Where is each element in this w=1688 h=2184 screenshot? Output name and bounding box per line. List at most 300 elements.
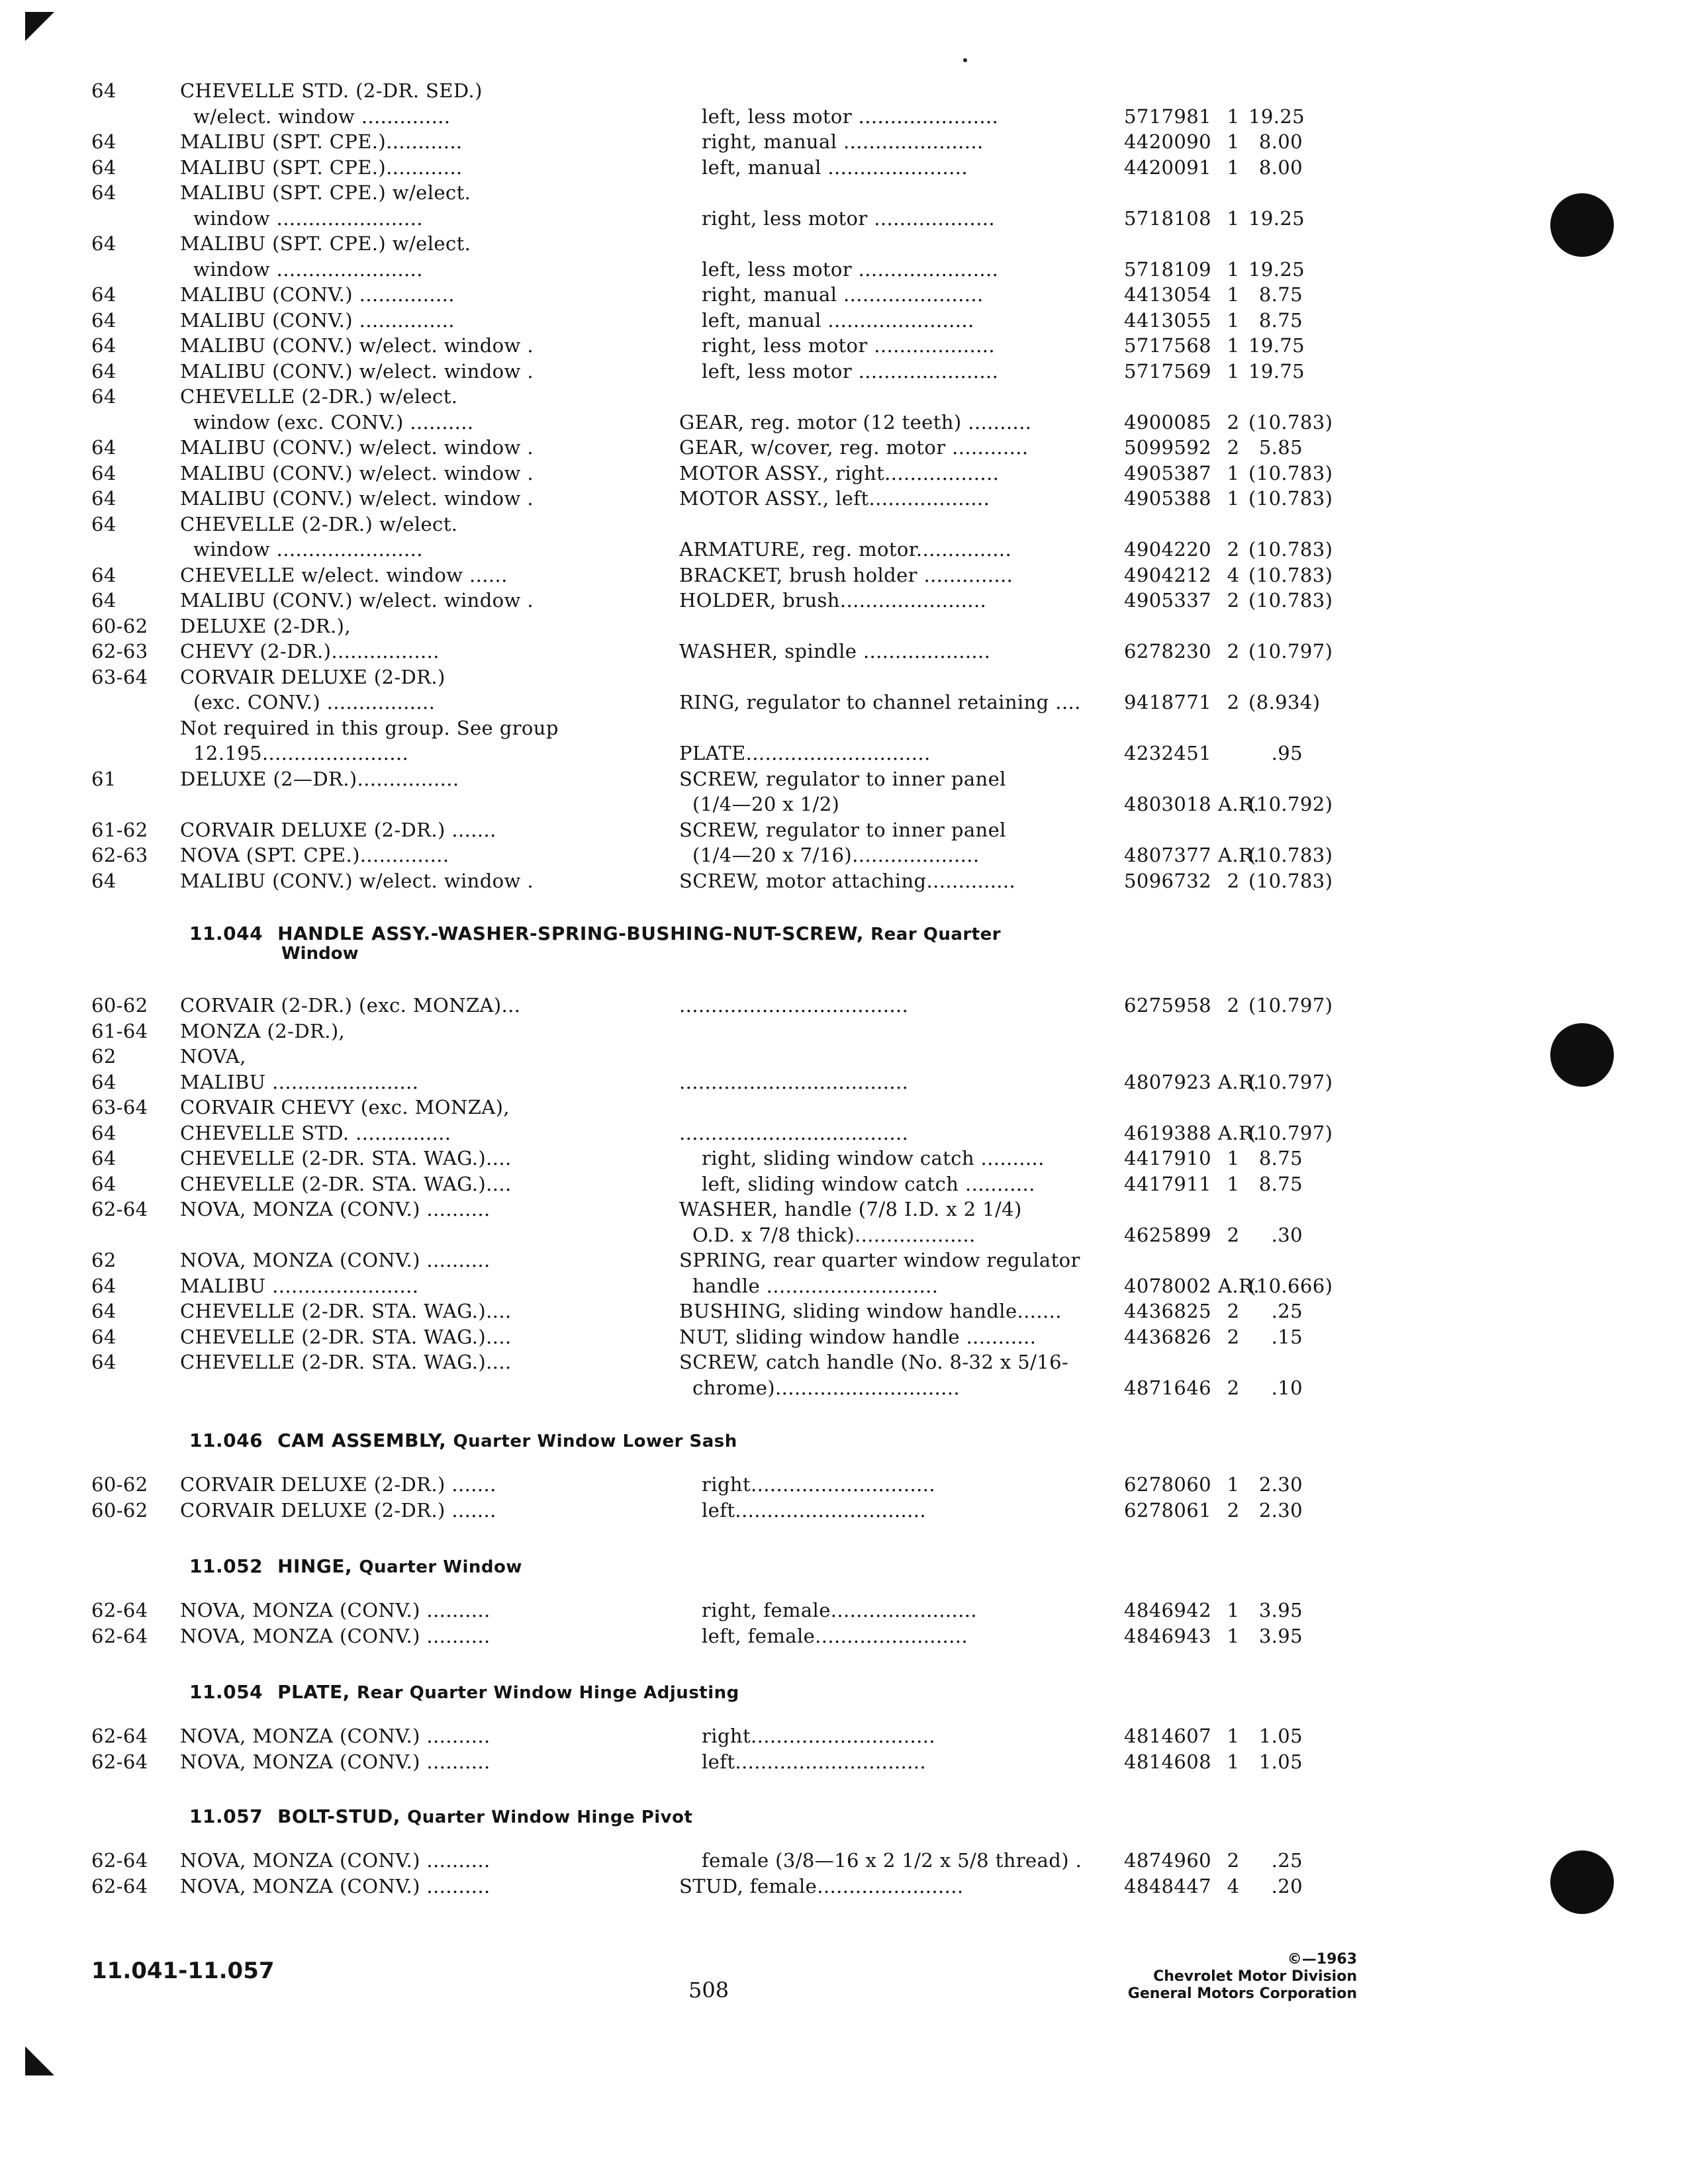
part-number-cell (1124, 1326, 1218, 1348)
year-cell (91, 462, 180, 484)
price-cell (1248, 1377, 1303, 1399)
quantity-cell-text: 2 (1227, 1325, 1240, 1348)
year-cell (91, 1096, 180, 1118)
description-cell (679, 411, 1124, 433)
quantity-cell-text: 2 (1227, 691, 1240, 713)
year-cell-text: 64 (91, 1325, 117, 1348)
table-row (91, 1198, 1303, 1224)
quantity-cell-text: A.R. (1218, 1070, 1260, 1093)
description-cell (679, 207, 1124, 230)
binder-punch-hole (1550, 193, 1614, 257)
part-number-cell (1124, 207, 1218, 230)
price-cell (1248, 793, 1333, 815)
section-heading-11-052 (189, 1555, 522, 1577)
description-cell-text: .................................... (679, 1070, 909, 1093)
year-cell-text: 62-64 (91, 1849, 148, 1872)
part-number-cell-text: 9418771 (1124, 691, 1211, 713)
price-cell (1248, 1751, 1303, 1773)
quantity-cell-text: 1 (1227, 156, 1240, 179)
quantity-cell-text: 1 (1227, 1725, 1240, 1747)
part-number-cell (1124, 258, 1218, 281)
price-cell (1248, 640, 1333, 662)
part-number-cell-text: 5718109 (1124, 257, 1211, 281)
description-cell-text: WASHER, handle (7/8 I.D. x 2 1/4) (679, 1198, 1022, 1220)
quantity-cell-text: 1 (1227, 257, 1240, 281)
year-cell-text: 62-64 (91, 1750, 148, 1773)
quantity-cell-text: 4 (1227, 1874, 1240, 1897)
price-cell-text: (10.783) (1248, 487, 1333, 510)
year-cell-text: 64 (91, 589, 117, 612)
model-cell (180, 1599, 679, 1621)
model-cell (180, 589, 679, 612)
quantity-cell-text: 1 (1227, 308, 1240, 332)
model-cell (180, 1473, 679, 1496)
quantity-cell-text: 1 (1227, 359, 1240, 383)
year-cell (91, 1599, 180, 1621)
model-cell (180, 844, 679, 866)
description-cell (679, 1751, 1124, 1773)
part-number-cell-text: 4417911 (1124, 1172, 1211, 1195)
model-cell-text: MALIBU ....................... (180, 1274, 419, 1297)
table-row (91, 156, 1303, 182)
price-cell-text: 8.75 (1258, 1147, 1303, 1169)
model-cell (180, 1300, 679, 1322)
price-cell-text: 2.30 (1258, 1498, 1303, 1522)
table-row (91, 691, 1321, 717)
table-row (91, 105, 1303, 131)
part-number-cell-text: 4078002 (1124, 1274, 1211, 1297)
model-cell-text: MALIBU (CONV.) w/elect. window . (180, 436, 534, 459)
price-cell (1248, 994, 1333, 1017)
description-cell (679, 1725, 1124, 1747)
part-number-cell (1124, 411, 1218, 433)
price-cell-text: 8.75 (1258, 308, 1303, 332)
corner-registration-mark-top (25, 12, 54, 41)
quantity-cell-text: 1 (1227, 487, 1240, 510)
parts-table-11-046 (91, 1473, 1303, 1524)
year-cell (91, 283, 180, 306)
price-cell (1248, 436, 1303, 459)
quantity-cell (1218, 1725, 1248, 1747)
section-subtitle: Rear Quarter (870, 925, 1002, 944)
price-cell-text: .15 (1271, 1325, 1303, 1348)
year-cell-text: 62-64 (91, 1624, 148, 1647)
quantity-cell (1218, 1875, 1248, 1897)
description-cell (679, 1275, 1124, 1297)
year-cell-text: 62-64 (91, 1599, 148, 1621)
description-cell (679, 1122, 1124, 1144)
model-cell-text: CHEVELLE (2-DR. STA. WAG.).... (180, 1325, 512, 1348)
model-cell (180, 334, 679, 357)
table-row (91, 1249, 1303, 1275)
year-cell (91, 156, 180, 179)
price-cell (1248, 1625, 1303, 1647)
price-cell-text: (10.797) (1248, 1121, 1333, 1144)
table-row (91, 436, 1303, 462)
price-cell-text: .30 (1271, 1223, 1303, 1246)
quantity-cell (1218, 309, 1248, 332)
table-row (91, 79, 1303, 105)
part-number-cell-text: 4905387 (1124, 461, 1211, 484)
price-cell (1248, 1725, 1303, 1747)
quantity-cell (1218, 334, 1248, 357)
part-number-cell-text: 4905388 (1124, 487, 1211, 510)
section-subtitle: Rear Quarter Window Hinge Adjusting (357, 1683, 739, 1703)
quantity-cell-text: A.R. (1218, 1121, 1260, 1144)
year-cell (91, 1351, 180, 1373)
table-row (91, 1121, 1333, 1148)
year-cell-text: 64 (91, 461, 117, 484)
quantity-cell (1218, 589, 1248, 612)
description-cell (679, 589, 1124, 612)
price-cell-text: 1.05 (1258, 1750, 1303, 1773)
quantity-cell-text: 2 (1227, 1223, 1240, 1246)
price-cell-text: 8.75 (1258, 283, 1303, 306)
price-cell (1248, 334, 1303, 357)
model-cell (180, 870, 679, 892)
price-cell (1248, 410, 1333, 433)
part-number-cell (1124, 1875, 1218, 1897)
part-number-cell-text: 4417910 (1124, 1147, 1211, 1169)
price-cell-text: (10.783) (1248, 410, 1333, 433)
price-cell-text: 8.00 (1258, 130, 1303, 153)
part-number-cell-text: 4619388 (1124, 1121, 1211, 1144)
year-cell (91, 436, 180, 459)
quantity-cell (1218, 1326, 1248, 1348)
price-cell-text: .20 (1271, 1874, 1303, 1897)
quantity-cell-text: 1 (1227, 1750, 1240, 1773)
table-row (91, 1300, 1303, 1326)
model-cell-text: (exc. CONV.) ................. (193, 691, 436, 713)
model-cell (180, 462, 679, 484)
table-row (91, 793, 1333, 819)
table-row (91, 461, 1333, 488)
part-number-cell (1124, 1625, 1218, 1647)
description-cell-text: MOTOR ASSY., right.................. (679, 461, 1000, 484)
quantity-cell-text: 1 (1227, 1147, 1240, 1169)
quantity-cell-text: 1 (1227, 334, 1240, 357)
model-cell (180, 436, 679, 459)
description-cell-text: (1/4—20 x 1/2) (692, 793, 840, 815)
table-row (91, 1351, 1303, 1377)
part-number-cell-text: 4803018 (1124, 793, 1211, 815)
price-cell-text: (10.783) (1248, 589, 1333, 612)
year-cell-text: 62-64 (91, 1725, 148, 1747)
price-cell-text: (10.666) (1248, 1274, 1333, 1297)
description-cell (679, 1351, 1124, 1373)
quantity-cell (1218, 258, 1248, 281)
year-cell (91, 360, 180, 383)
model-cell-text: CHEVELLE (2-DR. STA. WAG.).... (180, 1172, 512, 1195)
model-cell-text: CHEVELLE STD. ............... (180, 1121, 451, 1144)
year-cell-text: 63-64 (91, 1096, 148, 1118)
model-cell (180, 564, 679, 586)
model-cell (180, 819, 679, 841)
model-cell (180, 487, 679, 510)
part-number-cell-text: 4436825 (1124, 1300, 1211, 1322)
model-cell-text: window ....................... (193, 206, 423, 230)
table-row (91, 1473, 1303, 1499)
description-cell (679, 1249, 1124, 1271)
price-cell (1248, 1274, 1333, 1297)
model-cell-text: MALIBU (SPT. CPE.) w/elect. (180, 232, 471, 255)
model-cell-text: MALIBU (CONV.) w/elect. window . (180, 359, 534, 383)
model-cell (180, 615, 679, 637)
model-cell (180, 994, 679, 1017)
description-cell (679, 819, 1124, 841)
year-cell (91, 385, 180, 408)
copyright-notice: ©—1963 (1287, 1951, 1357, 1968)
price-cell (1248, 1224, 1303, 1246)
part-number-cell (1124, 1377, 1218, 1399)
part-number-cell-text: 6278230 (1124, 640, 1211, 662)
year-cell (91, 564, 180, 586)
part-number-cell-text: 4625899 (1124, 1223, 1211, 1246)
quantity-cell (1218, 691, 1248, 713)
table-row (91, 563, 1333, 590)
year-cell (91, 1326, 180, 1348)
part-number-cell-text: 4436826 (1124, 1325, 1211, 1348)
year-cell (91, 130, 180, 153)
quantity-cell-text: A.R. (1218, 793, 1260, 815)
year-cell (91, 589, 180, 612)
price-cell (1248, 461, 1333, 484)
price-cell-text: 1.05 (1258, 1725, 1303, 1747)
model-cell-text: MALIBU (SPT. CPE.)............ (180, 156, 463, 179)
description-cell-text: handle ........................... (692, 1274, 939, 1297)
year-cell (91, 768, 180, 790)
description-cell (679, 1377, 1124, 1399)
year-cell-text: 60-62 (91, 1473, 148, 1496)
year-cell-text: 61 (91, 767, 117, 790)
description-cell (679, 1173, 1124, 1195)
price-cell (1248, 487, 1333, 510)
description-cell (679, 156, 1124, 179)
model-cell-text: NOVA (SPT. CPE.).............. (180, 844, 449, 866)
quantity-cell-text: 1 (1227, 130, 1240, 153)
quantity-cell-text: 2 (1227, 869, 1240, 892)
year-cell-text: 64 (91, 334, 117, 357)
section-heading-11-054 (189, 1681, 739, 1703)
year-cell (91, 1122, 180, 1144)
description-cell (679, 1147, 1124, 1169)
part-number-cell (1124, 334, 1218, 357)
table-row (91, 1173, 1303, 1199)
part-number-cell-text: 4807923 (1124, 1070, 1211, 1093)
part-number-cell-text: 4904220 (1124, 538, 1211, 561)
part-number-cell-text: 4420091 (1124, 156, 1211, 179)
part-number-cell (1124, 1224, 1218, 1246)
quantity-cell (1218, 411, 1248, 433)
quantity-cell (1218, 1377, 1248, 1399)
description-cell-text: right, female....................... (702, 1599, 978, 1621)
description-cell-text: right, manual ...................... (702, 283, 984, 306)
description-cell (679, 130, 1124, 153)
table-row (91, 1326, 1303, 1351)
description-cell-text: (1/4—20 x 7/16).................... (692, 844, 980, 866)
model-cell-text: MALIBU (CONV.) w/elect. window . (180, 461, 534, 484)
description-cell-text: BUSHING, sliding window handle....... (679, 1300, 1062, 1322)
year-cell-text: 64 (91, 156, 117, 179)
description-cell (679, 1875, 1124, 1897)
quantity-cell-text: 2 (1227, 640, 1240, 662)
price-cell-text: 3.95 (1258, 1599, 1303, 1621)
description-cell (679, 1599, 1124, 1621)
quantity-cell (1218, 105, 1248, 128)
description-cell (679, 1326, 1124, 1348)
part-number-cell (1124, 309, 1218, 332)
quantity-cell (1218, 1625, 1248, 1647)
part-number-cell (1124, 1275, 1218, 1297)
description-cell-text: right, less motor ................... (702, 334, 995, 357)
quantity-cell (1218, 994, 1248, 1017)
description-cell-text: .................................... (679, 994, 909, 1017)
model-cell-text: MALIBU (CONV.) ............... (180, 308, 455, 332)
price-cell-text: (10.797) (1248, 1070, 1333, 1093)
year-cell (91, 1275, 180, 1297)
table-row (91, 258, 1303, 284)
model-cell (180, 513, 679, 535)
model-cell-text: window ....................... (193, 538, 423, 561)
section-title: HINGE, (277, 1555, 353, 1577)
description-cell-text: O.D. x 7/8 thick)................... (692, 1223, 976, 1246)
description-cell (679, 105, 1124, 128)
description-cell-text: left.............................. (702, 1750, 926, 1773)
description-cell-text: RING, regulator to channel retaining .... (679, 691, 1081, 713)
quantity-cell-text: 2 (1227, 589, 1240, 612)
year-cell-text: 64 (91, 1274, 117, 1297)
model-cell (180, 1625, 679, 1647)
price-cell (1248, 258, 1303, 281)
model-cell (180, 1096, 679, 1118)
year-cell-text: 60-62 (91, 994, 148, 1017)
part-number-cell (1124, 793, 1218, 815)
description-cell-text: GEAR, reg. motor (12 teeth) .......... (679, 410, 1032, 433)
table-row (91, 844, 1333, 870)
model-cell (180, 385, 679, 408)
year-cell-text: 61-62 (91, 818, 148, 841)
model-cell (180, 411, 679, 433)
quantity-cell (1218, 1751, 1248, 1773)
model-cell (180, 105, 679, 128)
group-range-label: 11.041-11.057 (91, 1958, 275, 1984)
year-cell-text: 62-64 (91, 1198, 148, 1220)
binder-punch-hole (1550, 1850, 1614, 1914)
model-cell (180, 232, 679, 255)
part-number-cell (1124, 1173, 1218, 1195)
year-cell-text: 64 (91, 232, 117, 255)
part-number-cell (1124, 1499, 1218, 1522)
price-cell (1248, 1849, 1303, 1872)
model-cell-text: CORVAIR CHEVY (exc. MONZA), (180, 1096, 510, 1118)
quantity-cell (1218, 640, 1248, 662)
part-number-cell-text: 4814608 (1124, 1750, 1211, 1773)
section-title: HANDLE ASSY.-WASHER-SPRING-BUSHING-NUT-SCREW, (277, 923, 864, 944)
price-cell-text: (10.783) (1248, 844, 1333, 866)
model-cell-text: MALIBU ....................... (180, 1070, 419, 1093)
year-cell-text: 64 (91, 359, 117, 383)
model-cell (180, 1326, 679, 1348)
model-cell (180, 283, 679, 306)
table-row (91, 1274, 1333, 1300)
model-cell-text: CORVAIR DELUXE (2-DR.) ....... (180, 1473, 496, 1496)
price-cell (1248, 1147, 1303, 1169)
table-row (91, 1377, 1303, 1402)
section-heading-11-057 (189, 1805, 692, 1827)
price-cell-text: 2.30 (1258, 1473, 1303, 1496)
model-cell (180, 156, 679, 179)
price-cell-text: 19.75 (1248, 334, 1305, 357)
description-cell (679, 436, 1124, 459)
section-subtitle: Quarter Window (359, 1557, 522, 1577)
parts-table-11-057 (91, 1849, 1303, 1900)
quantity-cell (1218, 564, 1248, 586)
description-cell (679, 640, 1124, 662)
description-cell-text: left.............................. (702, 1498, 926, 1522)
quantity-cell (1218, 1599, 1248, 1621)
description-cell-text: female (3/8—16 x 2 1/2 x 5/8 thread) . (702, 1849, 1082, 1872)
model-cell (180, 309, 679, 332)
year-cell (91, 1249, 180, 1271)
quantity-cell (1218, 156, 1248, 179)
year-cell-text: 64 (91, 1121, 117, 1144)
model-cell (180, 1499, 679, 1522)
table-row (91, 181, 1303, 207)
quantity-cell-text: 1 (1227, 461, 1240, 484)
quantity-cell (1218, 1274, 1260, 1297)
description-cell-text: left, sliding window catch ........... (702, 1172, 1035, 1195)
table-row (91, 1751, 1303, 1776)
description-cell-text: left, less motor ...................... (702, 257, 999, 281)
part-number-cell (1124, 462, 1218, 484)
quantity-cell-text: 1 (1227, 1473, 1240, 1496)
year-cell (91, 1473, 180, 1496)
quantity-cell-text: 2 (1227, 1376, 1240, 1399)
model-cell-text: MALIBU (CONV.) w/elect. window . (180, 869, 534, 892)
year-cell-text: 64 (91, 563, 117, 586)
section-number: 11.054 (189, 1681, 263, 1703)
part-number-cell (1124, 691, 1218, 713)
model-cell-text: w/elect. window .............. (193, 105, 451, 128)
model-cell-text: NOVA, MONZA (CONV.) .......... (180, 1198, 491, 1220)
part-number-cell (1124, 105, 1218, 128)
part-number-cell (1124, 1071, 1218, 1093)
parts-table-11-044 (91, 994, 1333, 1402)
table-row (91, 487, 1333, 513)
price-cell (1248, 309, 1303, 332)
description-cell (679, 742, 1124, 764)
description-cell (679, 1625, 1124, 1647)
quantity-cell-text: 2 (1227, 994, 1240, 1017)
part-number-cell-text: 6278061 (1124, 1498, 1211, 1522)
part-number-cell-text: 4846942 (1124, 1599, 1211, 1621)
year-cell-text: 64 (91, 1070, 117, 1093)
part-number-cell (1124, 1751, 1218, 1773)
price-cell-text: (10.783) (1248, 563, 1333, 586)
price-cell (1248, 1599, 1303, 1621)
quantity-cell (1218, 1121, 1260, 1144)
description-cell (679, 538, 1124, 561)
section-title: CAM ASSEMBLY, (277, 1430, 447, 1451)
table-row (91, 869, 1333, 895)
table-row (91, 1045, 1303, 1071)
model-cell (180, 691, 679, 713)
part-number-cell (1124, 283, 1218, 306)
model-cell (180, 538, 679, 561)
quantity-cell (1218, 1070, 1260, 1093)
model-cell-text: NOVA, MONZA (CONV.) .......... (180, 1750, 491, 1773)
price-cell-text: (10.783) (1248, 869, 1333, 892)
